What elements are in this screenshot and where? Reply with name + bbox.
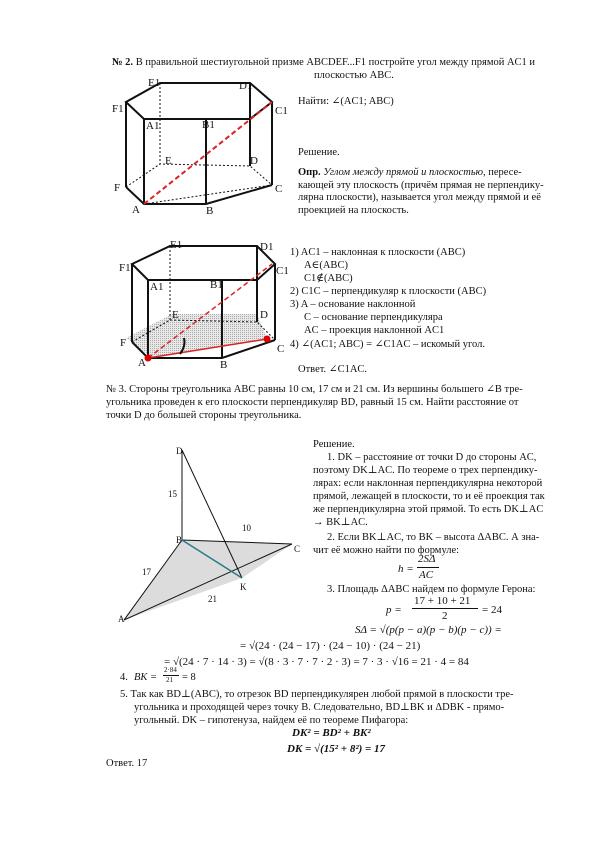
label-D: D <box>260 309 268 321</box>
definition-block <box>298 167 560 217</box>
label-E1: E1 <box>170 239 183 251</box>
problem2-statement-line1 <box>112 56 535 69</box>
label-D1: D1 <box>239 80 253 92</box>
label-B: B <box>206 205 214 217</box>
prism-figure-1 <box>112 76 287 216</box>
p3-text: 3. Площадь ΔABC найдем по формуле Герона: <box>327 584 536 595</box>
label-E1: E1 <box>148 77 161 89</box>
statement-line1: № 3. Стороны треугольника ABC равны 10 см, 17 см и 21 см. Из вершины большего ∠B тре- <box>106 384 523 395</box>
step-3a: C – основание перпендикуляра <box>304 312 443 323</box>
label-B1: B1 <box>210 279 223 291</box>
def-text-2: кающей эту плоскость (причём прямая не перпендику- <box>298 179 544 191</box>
label-F: F <box>114 182 121 194</box>
p-denominator: 2 <box>442 610 448 622</box>
p2-line1: 2. Если BK⊥AC, то BK – высота ΔABC. А зна- <box>327 532 540 543</box>
label-E: E <box>172 309 179 321</box>
p1-line1: 1. DK – расстояние от точки D до стороны AC, <box>327 452 537 463</box>
label-F: F <box>120 337 127 349</box>
equation-1: DK² = BD² + BK² <box>292 727 371 739</box>
bk-rhs: = 8 <box>182 672 196 683</box>
h-numerator: 2SΔ <box>418 553 436 565</box>
step-1a: A∈(ABC) <box>304 260 348 271</box>
p1-line4: прямой, лежащей в плоскости, то и её проекция так <box>313 491 545 502</box>
def-text-3: лярна плоскости), называется угол между прямой и её <box>298 192 541 204</box>
label-bd: 15 <box>168 489 177 499</box>
label-D1: D1 <box>260 241 274 253</box>
step-3b: AC – проекция наклонной AC1 <box>304 325 445 336</box>
label-D: D <box>250 155 258 167</box>
p1-line6: → BK⊥AC. <box>313 517 368 528</box>
label-A: A <box>132 204 140 216</box>
s-formula: SΔ = √(p(p − a)(p − b)(p − c)) = <box>355 624 502 636</box>
def-text-4: проекцией на плоскость. <box>298 204 409 216</box>
step-4: 4) ∠(AC1; ABC) = ∠C1AC – искомый угол. <box>290 339 485 350</box>
label-ac: 21 <box>208 594 217 604</box>
h-denominator: AC <box>419 569 434 581</box>
p-lhs: p = <box>386 604 402 616</box>
label-A1: A1 <box>150 281 164 293</box>
p1-line2: поэтому DK⊥AC. По теореме о трех перпендику- <box>313 465 538 476</box>
p5-line3: угольный. DK – гипотенуза, найдем её по теореме Пифагора: <box>134 715 409 726</box>
triangle-figure <box>112 440 312 630</box>
label-A1: A1 <box>146 120 160 132</box>
label-C1: C1 <box>275 105 288 117</box>
find-text: Найти: ∠(AC1; ABC) <box>298 96 394 107</box>
s-line3: = √(24 · 7 · 14 · 3) = √(8 · 3 · 7 · 7 · 2 · 3) = 7 · 3 · √16 = 21 · 4 = 84 <box>164 656 469 668</box>
statement-line2: угольника проведен к его плоскости перпендикуляр BD, равный 15 см. Найти расстояние от <box>106 397 519 408</box>
solution-heading: Решение. <box>298 147 340 158</box>
label-C1: C1 <box>276 265 289 277</box>
label-C: C <box>294 544 301 554</box>
p-numerator: 17 + 10 + 21 <box>414 595 471 607</box>
label-B1: B1 <box>202 119 215 131</box>
step-1b: C1∉(ABC) <box>304 273 353 284</box>
step-1: 1) AC1 – наклонная к плоскости (ABC) <box>290 247 466 258</box>
label-F1: F1 <box>112 103 124 115</box>
label-F1: F1 <box>119 262 131 274</box>
label-C: C <box>277 343 285 355</box>
statement-line3: точки D до большей стороны треугольника. <box>106 410 302 421</box>
label-D: D <box>176 446 183 456</box>
step-3: 3) A – основание наклонной <box>290 299 416 310</box>
label-ab: 17 <box>142 567 151 577</box>
label-E: E <box>165 155 172 167</box>
problem2-statement-line2: плоскостью ABC. <box>314 70 394 81</box>
prism-figure-2 <box>112 238 289 371</box>
label-A: A <box>118 614 125 624</box>
answer-problem3: Ответ. 17 <box>106 758 148 769</box>
p5-line1: 5. Так как BD⊥(ABC), то отрезок BD перпендикулярен любой прямой в плоскости тре- <box>120 689 514 700</box>
p-fraction-bar <box>412 608 478 609</box>
def-label: Опр. <box>298 167 321 178</box>
answer-problem2: Ответ. ∠C1AC. <box>298 364 368 375</box>
bk-numerator: 2·84 <box>164 666 177 674</box>
p-rhs: = 24 <box>482 604 502 616</box>
label-bc: 10 <box>242 523 251 533</box>
equation-2: DK = √(15² + 8²) = 17 <box>287 743 386 755</box>
p1-line5: же перпендикулярна этой прямой. То есть DK⊥AC <box>313 504 544 515</box>
p2-line2: чит её можно найти по формуле: <box>313 545 460 556</box>
label-A: A <box>138 357 146 369</box>
p4-label: 4. <box>120 672 128 683</box>
label-C: C <box>275 183 283 195</box>
def-italic: Углом между прямой и плоскостью, <box>323 167 486 178</box>
p1-line3: лярах: если наклонная перпендикулярна некоторой <box>313 478 543 489</box>
bk-denominator: 21 <box>166 676 173 684</box>
solution-heading-3: Решение. <box>313 439 355 450</box>
statement-text: В правильной шестиугольной призме ABCDEF...F1 постройте угол между прямой AC1 и <box>135 57 536 68</box>
h-fraction-bar <box>417 567 439 568</box>
bk-lhs: BK = <box>134 672 158 683</box>
step-2: 2) C1C – перпендикуляр к плоскости (ABC) <box>290 286 487 297</box>
label-B: B <box>220 359 228 371</box>
h-lhs: h = <box>398 563 414 575</box>
problem-number: № 2. <box>112 57 134 68</box>
s-line2: = √(24 · (24 − 17) · (24 − 10) · (24 − 21) <box>240 640 421 652</box>
p5-line2: угольника и проходящей через точку B. Следовательно, BD⊥BK и ΔDBK - прямо- <box>134 702 505 713</box>
label-B: B <box>176 535 183 545</box>
def-text-1: пересе- <box>485 167 522 178</box>
label-K: K <box>240 582 247 592</box>
